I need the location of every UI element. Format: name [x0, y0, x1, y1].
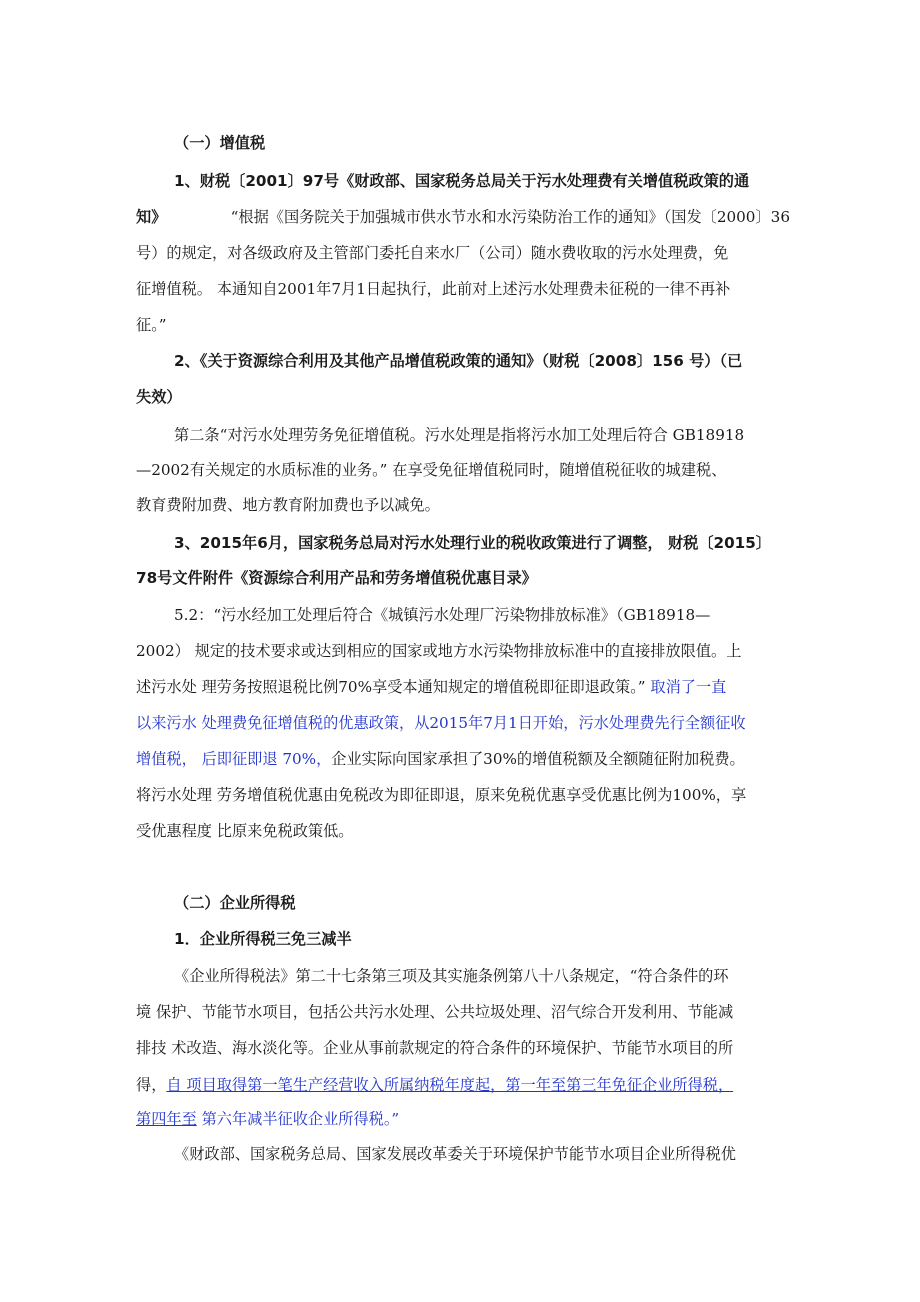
- section-heading-vat: （一）增值税: [174, 134, 266, 152]
- cit-para-line2: 境 保护、节能节水项目，包括公共污水处理、公共垃圾处理、沼气综合开发利用、节能减: [136, 1003, 734, 1021]
- item3-para-line5-text: 企业实际向国家承担了30%的增值税额及全额随征附加税费。: [331, 750, 745, 768]
- cit-para-line5-text: 第六年减半征收企业所得税。”: [196, 1110, 400, 1128]
- section-heading-cit: （二）企业所得税: [174, 894, 296, 912]
- item3-para-line3-text: 述污水处 理劳务按照退税比例70%享受本通知规定的增值税即征即退政策。”: [136, 678, 646, 696]
- item3-highlight-line2: 以来污水 处理费免征增值税的优惠政策，从2015年7月1日开始，污水处理费先行全额征收: [136, 714, 746, 732]
- item3-para-line7: 受优惠程度 比原来免税政策低。: [136, 822, 354, 840]
- item1-title-line2: 知》: [136, 208, 167, 226]
- cit-para-line4: [136, 1074, 790, 1096]
- cit-link-exemption[interactable]: 自 项目取得第一笔生产经营收入所属纳税年度起，第一年至第三年免征企业所得税，: [166, 1076, 734, 1094]
- item3-title-line1: 3、2015年6月，国家税务总局对污水处理行业的税收政策进行了调整， 财税〔2015〕: [174, 534, 771, 552]
- item2-title-line2: 失效）: [136, 388, 182, 406]
- item1-title-line1: 1、财税〔2001〕97号《财政部、国家税务总局关于污水处理费有关增值税政策的通: [174, 172, 750, 190]
- cit-para-line1: 《企业所得税法》第二十七条第三项及其实施条例第八十八条规定，“符合条件的环: [174, 967, 729, 985]
- item3-highlight-end: 增值税， 后即征即退 70%，: [136, 750, 332, 768]
- item3-para-line1: 5.2：“污水经加工处理后符合《城镇污水处理厂污染物排放标准》（GB18918—: [174, 606, 711, 624]
- cit-para-line4-text: 得，: [136, 1076, 167, 1094]
- item2-para-line3: 教育费附加费、地方教育附加费也予以减免。: [136, 496, 440, 514]
- item2-para-line1: 第二条“对污水处理劳务免征增值税。污水处理是指将污水加工处理后符合 GB18918: [174, 426, 745, 444]
- item1-line4: 征增值税。 本通知自2001年7月1日起执行，此前对上述污水处理费未征税的一律不再补: [136, 280, 731, 298]
- cit-item1-title: 1．企业所得税三免三减半: [174, 930, 352, 948]
- item3-highlight-start: 取消了一直: [650, 678, 727, 696]
- item3-para-line2: 2002） 规定的技术要求或达到相应的国家或地方水污染物排放标准中的直接排放限值。上: [136, 642, 742, 660]
- item2-title-line1: 2、《关于资源综合利用及其他产品增值税政策的通知》（财税〔2008〕156 号）（已: [174, 352, 743, 370]
- item3-para-line6: 将污水处理 劳务增值税优惠由免税改为即征即退，原来免税优惠享受优惠比例为100%，享: [136, 786, 747, 804]
- cit-para-line3: 排技 术改造、海水淡化等。企业从事前款规定的符合条件的环境保护、节能节水项目的所: [136, 1039, 734, 1057]
- item1-line5: 征。”: [136, 316, 167, 334]
- item1-line2: [136, 206, 790, 228]
- item3-para-line5: [136, 748, 790, 770]
- cit-para-line5: [136, 1108, 790, 1130]
- item2-para-line2: —2002有关规定的水质标准的业务。” 在享受免征增值税同时，随增值税征收的城建税、: [136, 461, 727, 479]
- item1-line3: 号）的规定，对各级政府及主管部门委托自来水厂（公司）随水费收取的污水处理费，免: [136, 244, 729, 262]
- item3-title-line2: 78号文件附件《资源综合利用产品和劳务增值税优惠目录》: [136, 569, 537, 587]
- item1-quote-start: “根据《国务院关于加强城市供水节水和水污染防治工作的通知》（国发〔2000〕36: [230, 208, 790, 226]
- item3-para-line3: [136, 676, 790, 698]
- cit-para2-line1: 《财政部、国家税务总局、国家发展改革委关于环境保护节能节水项目企业所得税优: [174, 1145, 736, 1163]
- cit-link-exemption-cont[interactable]: 第四年至: [136, 1110, 197, 1128]
